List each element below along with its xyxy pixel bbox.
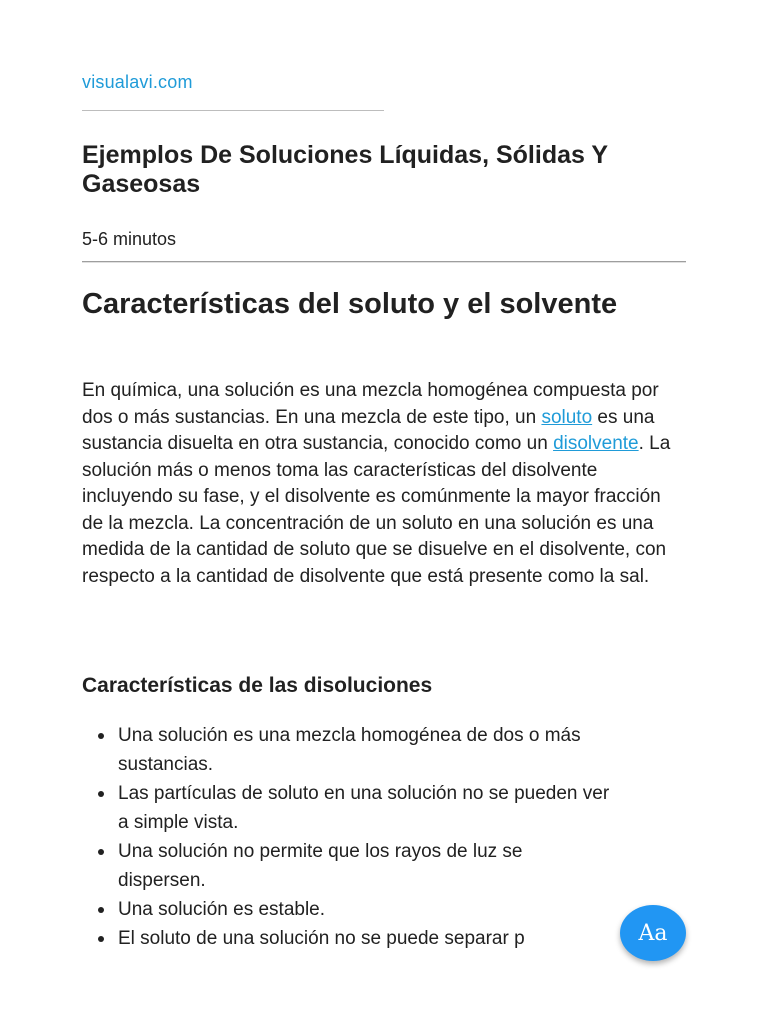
title-divider (82, 261, 686, 263)
intro-paragraph (82, 378, 686, 590)
list-item (82, 924, 622, 953)
bullet-icon (98, 733, 104, 739)
list-item (82, 837, 622, 895)
soluto-link[interactable]: soluto (541, 406, 593, 428)
list-item (82, 721, 622, 779)
list-item (82, 779, 622, 837)
article-title: Ejemplos De Soluciones Líquidas, Sólidas Y Gaseosas (82, 141, 608, 198)
bullet-icon (98, 936, 104, 942)
list-item-text: Una solución no permite que los rayos de luz se dispersen. (118, 841, 523, 891)
paragraph-text-1: En química, una solución es una mezcla homogénea compuesta por dos o más sustancias. En una mezcla de este tipo, un (82, 380, 659, 428)
list-item-text: Una solución es una mezcla homogénea de dos o más sustancias. (118, 725, 581, 775)
site-divider (82, 110, 384, 111)
list-item-text: El soluto de una solución no se puede separar p (118, 928, 525, 949)
bullet-icon (98, 791, 104, 797)
list-item-text: Las partículas de soluto en una solución no se pueden ver a simple vista. (118, 783, 610, 833)
characteristics-list (82, 721, 622, 953)
disolvente-link[interactable]: disolvente (553, 433, 639, 454)
list-item (82, 895, 622, 924)
reader-settings-button[interactable]: Aa (620, 905, 686, 961)
paragraph-text-2: es una sustancia disuelta en otra sustancia, conocido como un (82, 406, 655, 454)
paragraph-text-3: . La solución más o menos toma las características del disolvente incluyendo su fase, y el disolvente es comúnmente la mayor fracción de la mezcla. La concentración de un soluto en una solución es una medida de la cantidad de soluto que se disuelve en el disolvente, con respecto a la cantidad de disolvente que está presente como la sal. (82, 433, 671, 587)
subsection-heading: Características de las disoluciones (82, 674, 433, 697)
bullet-icon (98, 849, 104, 855)
site-link[interactable]: visualavi.com (82, 72, 193, 92)
section-heading: Características del soluto y el solvente (82, 288, 618, 320)
read-time: 5-6 minutos (82, 229, 177, 249)
list-item-text: Una solución es estable. (118, 899, 326, 920)
bullet-icon (98, 907, 104, 913)
